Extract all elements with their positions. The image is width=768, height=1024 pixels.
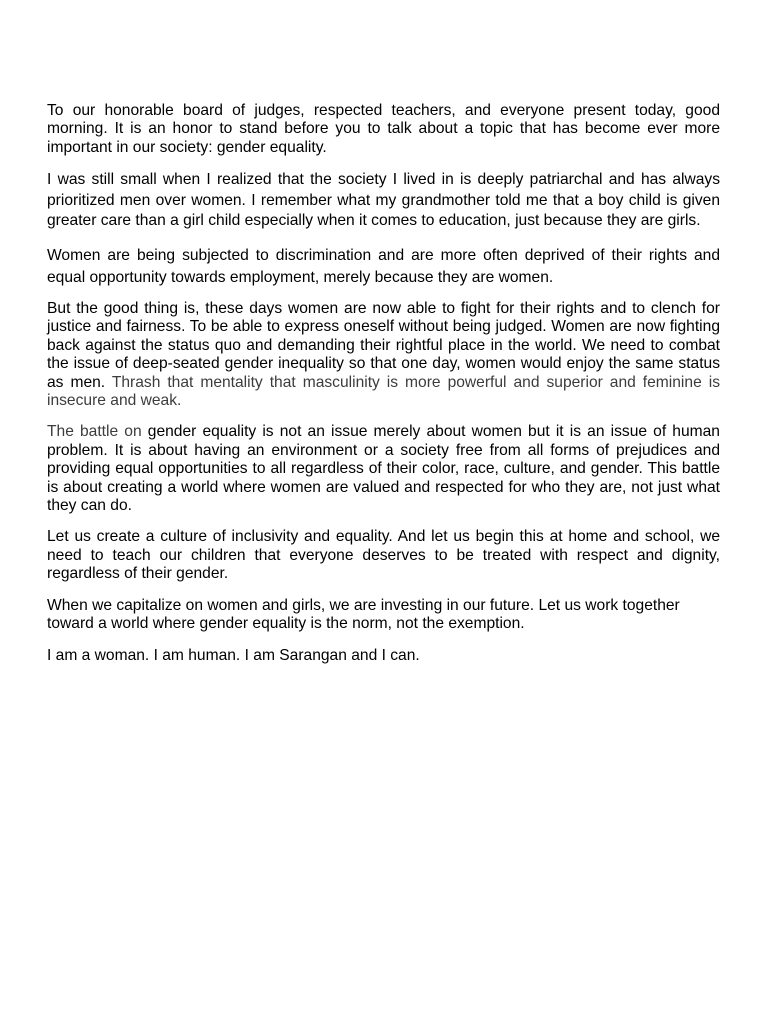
paragraph-discrimination: Women are being subjected to discrimination and are more often deprived of their rights and equal opportunity towards employment, merely because they are women.: [47, 247, 720, 286]
paragraph-greeting: To our honorable board of judges, respected teachers, and everyone present today, good morning. It is an honor to stand before you to talk about a topic that has become ever more important in our society: gender equality.: [47, 102, 720, 156]
paragraph-fight-for-rights: [47, 300, 720, 410]
paragraph-inclusivity: Let us create a culture of inclusivity and equality. And let us begin this at home and school, we need to teach our children that everyone deserves to be treated with respect and dignity, regardless of their gender.: [47, 528, 720, 583]
paragraph-fight-main: But the good thing is, these days women are now able to fight for their rights and to clench for justice and fairness. To be able to express oneself without being judged. Women are now fighting back against the status quo and demanding their rightful place in the world. We need to combat the issue of deep-seated gender inequality so that one day, women would enjoy the same status as men.: [47, 300, 720, 391]
speech-body: [47, 102, 720, 678]
paragraph-battle-main: gender equality is not an issue merely about women but it is an issue of human problem. It is about having an environment or a society free from all forms of prejudices and providing equal opportunities to all regardless of their color, race, culture, and gender. This battle is about creating a world where women are valued and respected for who they are, not just what they can do.: [47, 423, 720, 515]
paragraph-childhood: I was still small when I realized that the society I lived in is deeply patriarchal and has always prioritized men over women. I remember what my grandmother told me that a boy child is given greater care than a girl child especially when it comes to education, just because they are girls.: [47, 171, 720, 230]
paragraph-investing: When we capitalize on women and girls, we are investing in our future. Let us work together toward a world where gender equality is the norm, not the exemption.: [47, 596, 680, 633]
paragraph-fight-tail: Thrash that mentality that masculinity is more powerful and superior and feminine is insecure and weak.: [47, 373, 720, 410]
paragraph-closing: I am a woman. I am human. I am Sarangan and I can.: [47, 646, 420, 664]
paragraph-battle-lead: The battle on: [47, 423, 148, 441]
paragraph-battle: [47, 423, 720, 515]
